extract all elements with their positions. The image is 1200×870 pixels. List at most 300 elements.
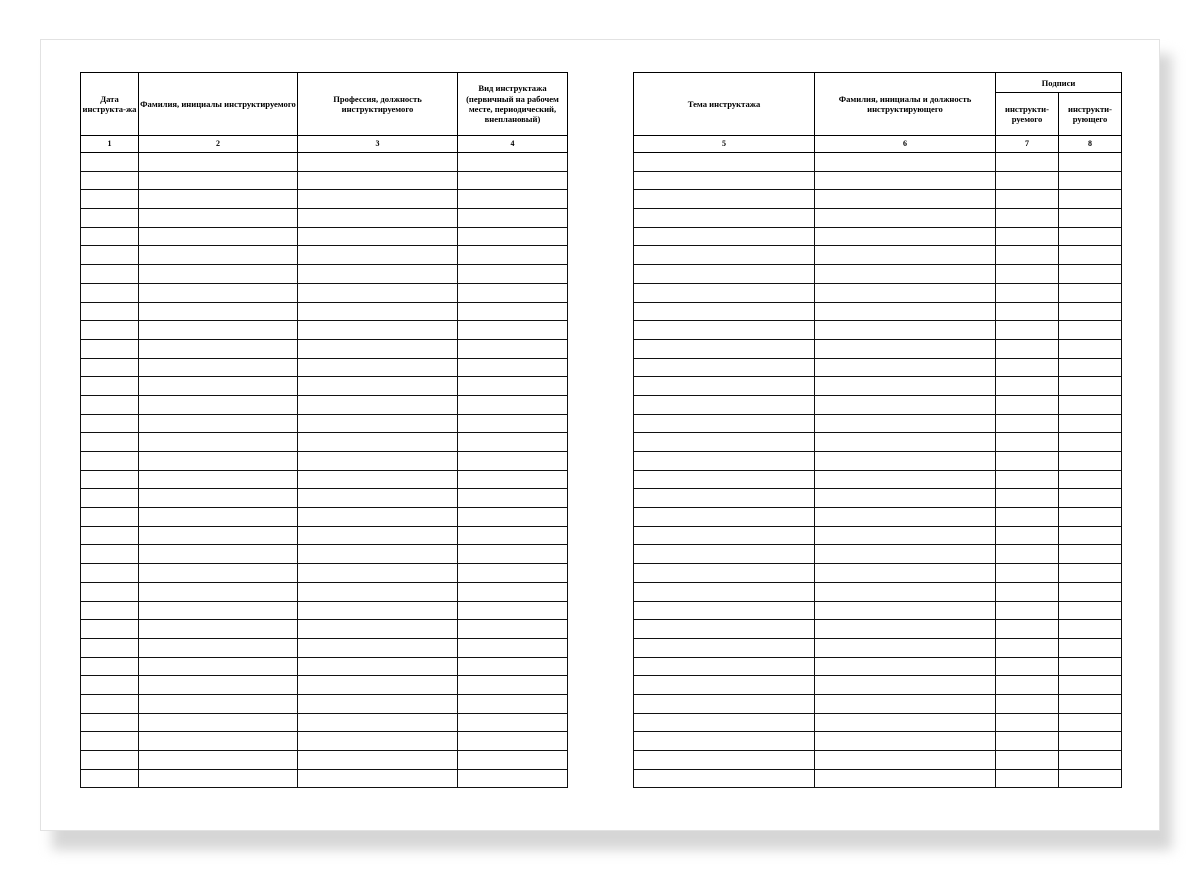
blank-cell [458, 321, 568, 340]
right-table-body [634, 153, 1122, 788]
blank-cell [1059, 395, 1122, 414]
blank-cell [634, 153, 815, 172]
blank-cell [634, 582, 815, 601]
blank-cell [1059, 358, 1122, 377]
header-signature-trainee: инструкти-руемого [996, 93, 1059, 136]
blank-cell [81, 302, 139, 321]
blank-cell [815, 395, 996, 414]
blank-cell [1059, 657, 1122, 676]
blank-cell [458, 190, 568, 209]
blank-cell [298, 638, 458, 657]
blank-cell [815, 227, 996, 246]
table-row [634, 526, 1122, 545]
table-row [634, 283, 1122, 302]
blank-cell [458, 694, 568, 713]
blank-cell [81, 339, 139, 358]
blank-cell [139, 508, 298, 527]
blank-cell [815, 732, 996, 751]
header-signature-instructor: инструкти-рующего [1059, 93, 1122, 136]
blank-cell [458, 657, 568, 676]
left-table-body [81, 153, 568, 788]
blank-cell [634, 564, 815, 583]
blank-cell [458, 508, 568, 527]
blank-cell [458, 227, 568, 246]
blank-cell [996, 713, 1059, 732]
blank-cell [81, 171, 139, 190]
blank-cell [815, 302, 996, 321]
blank-cell [815, 470, 996, 489]
blank-cell [634, 694, 815, 713]
table-row [634, 489, 1122, 508]
blank-cell [815, 676, 996, 695]
blank-cell [1059, 321, 1122, 340]
blank-cell [634, 657, 815, 676]
blank-cell [139, 433, 298, 452]
blank-cell [139, 676, 298, 695]
blank-cell [139, 620, 298, 639]
blank-cell [634, 713, 815, 732]
blank-cell [996, 414, 1059, 433]
blank-cell [298, 676, 458, 695]
column-number: 3 [298, 136, 458, 153]
blank-cell [634, 526, 815, 545]
blank-cell [298, 227, 458, 246]
table-row [81, 638, 568, 657]
blank-cell [298, 321, 458, 340]
table-row [81, 321, 568, 340]
blank-cell [815, 526, 996, 545]
table-row [634, 620, 1122, 639]
blank-cell [996, 227, 1059, 246]
blank-cell [139, 414, 298, 433]
blank-cell [996, 452, 1059, 471]
blank-cell [1059, 526, 1122, 545]
table-row [81, 751, 568, 770]
blank-cell [139, 694, 298, 713]
blank-cell [996, 171, 1059, 190]
table-row [81, 171, 568, 190]
column-number: 1 [81, 136, 139, 153]
column-number: 4 [458, 136, 568, 153]
table-row [634, 694, 1122, 713]
blank-cell [458, 395, 568, 414]
blank-cell [815, 489, 996, 508]
blank-cell [815, 564, 996, 583]
blank-cell [81, 545, 139, 564]
blank-cell [815, 751, 996, 770]
blank-cell [634, 601, 815, 620]
blank-cell [81, 377, 139, 396]
blank-cell [634, 358, 815, 377]
table-row [634, 470, 1122, 489]
blank-cell [634, 620, 815, 639]
blank-cell [996, 508, 1059, 527]
blank-cell [458, 358, 568, 377]
table-row [634, 751, 1122, 770]
blank-cell [458, 751, 568, 770]
blank-cell [634, 339, 815, 358]
blank-cell [139, 564, 298, 583]
table-row [81, 414, 568, 433]
blank-cell [996, 470, 1059, 489]
blank-cell [458, 153, 568, 172]
blank-cell [815, 601, 996, 620]
blank-cell [996, 732, 1059, 751]
column-number: 2 [139, 136, 298, 153]
blank-cell [298, 339, 458, 358]
blank-cell [458, 283, 568, 302]
blank-cell [634, 489, 815, 508]
blank-cell [634, 377, 815, 396]
table-row [634, 713, 1122, 732]
blank-cell [139, 452, 298, 471]
blank-cell [298, 358, 458, 377]
right-page-table [633, 72, 1122, 788]
blank-cell [996, 601, 1059, 620]
blank-cell [81, 694, 139, 713]
table-row [81, 508, 568, 527]
blank-cell [81, 395, 139, 414]
blank-cell [458, 377, 568, 396]
blank-cell [81, 564, 139, 583]
blank-cell [458, 638, 568, 657]
table-row [81, 377, 568, 396]
table-row [81, 489, 568, 508]
table-row [634, 582, 1122, 601]
blank-cell [1059, 713, 1122, 732]
blank-cell [634, 433, 815, 452]
blank-cell [458, 769, 568, 788]
table-row [81, 713, 568, 732]
blank-cell [1059, 227, 1122, 246]
table-row [81, 265, 568, 284]
blank-cell [815, 620, 996, 639]
blank-cell [1059, 620, 1122, 639]
blank-cell [1059, 694, 1122, 713]
blank-cell [1059, 414, 1122, 433]
blank-cell [815, 283, 996, 302]
blank-cell [81, 321, 139, 340]
blank-cell [458, 564, 568, 583]
table-row [81, 190, 568, 209]
blank-cell [1059, 209, 1122, 228]
blank-cell [815, 508, 996, 527]
header-instructor-name: Фамилия, инициалы и должность инструктирующего [815, 73, 996, 136]
blank-cell [298, 414, 458, 433]
blank-cell [1059, 638, 1122, 657]
table-row [634, 153, 1122, 172]
table-row [81, 358, 568, 377]
blank-cell [458, 452, 568, 471]
blank-cell [298, 657, 458, 676]
blank-cell [634, 470, 815, 489]
blank-cell [1059, 508, 1122, 527]
blank-cell [1059, 751, 1122, 770]
blank-cell [139, 489, 298, 508]
blank-cell [81, 489, 139, 508]
table-row [81, 769, 568, 788]
blank-cell [139, 395, 298, 414]
blank-cell [996, 676, 1059, 695]
table-row [634, 395, 1122, 414]
table-row [634, 508, 1122, 527]
blank-cell [634, 395, 815, 414]
blank-cell [298, 246, 458, 265]
blank-cell [996, 769, 1059, 788]
table-row [81, 209, 568, 228]
blank-cell [81, 657, 139, 676]
blank-cell [139, 638, 298, 657]
blank-cell [815, 713, 996, 732]
blank-cell [634, 283, 815, 302]
blank-cell [1059, 246, 1122, 265]
blank-cell [1059, 153, 1122, 172]
blank-cell [139, 657, 298, 676]
blank-cell [996, 209, 1059, 228]
table-row [81, 470, 568, 489]
blank-cell [298, 265, 458, 284]
blank-cell [81, 526, 139, 545]
blank-cell [139, 321, 298, 340]
blank-cell [996, 489, 1059, 508]
blank-cell [1059, 190, 1122, 209]
table-row [634, 246, 1122, 265]
table-row [634, 732, 1122, 751]
table-row [634, 171, 1122, 190]
blank-cell [634, 751, 815, 770]
blank-cell [996, 526, 1059, 545]
blank-cell [298, 545, 458, 564]
blank-cell [298, 489, 458, 508]
blank-cell [1059, 732, 1122, 751]
blank-cell [458, 302, 568, 321]
blank-cell [139, 171, 298, 190]
blank-cell [81, 751, 139, 770]
blank-cell [634, 227, 815, 246]
blank-cell [139, 190, 298, 209]
blank-cell [815, 657, 996, 676]
blank-cell [139, 227, 298, 246]
blank-cell [996, 638, 1059, 657]
blank-cell [139, 526, 298, 545]
header-trainee-profession: Профессия, должность инструктируемого [298, 73, 458, 136]
blank-cell [634, 302, 815, 321]
blank-cell [81, 265, 139, 284]
blank-cell [298, 526, 458, 545]
table-row [81, 694, 568, 713]
blank-cell [815, 377, 996, 396]
blank-cell [458, 246, 568, 265]
blank-cell [458, 601, 568, 620]
blank-cell [81, 209, 139, 228]
table-row [81, 433, 568, 452]
table-row [634, 638, 1122, 657]
blank-cell [81, 452, 139, 471]
blank-cell [298, 433, 458, 452]
blank-cell [634, 171, 815, 190]
blank-cell [634, 638, 815, 657]
blank-cell [458, 339, 568, 358]
table-row [81, 339, 568, 358]
blank-cell [634, 414, 815, 433]
blank-cell [139, 339, 298, 358]
blank-cell [458, 489, 568, 508]
blank-cell [458, 545, 568, 564]
table-row [81, 582, 568, 601]
blank-cell [139, 751, 298, 770]
blank-cell [458, 582, 568, 601]
blank-cell [298, 153, 458, 172]
table-row [634, 190, 1122, 209]
blank-cell [458, 414, 568, 433]
blank-cell [298, 171, 458, 190]
blank-cell [458, 713, 568, 732]
blank-cell [1059, 339, 1122, 358]
blank-cell [815, 339, 996, 358]
blank-cell [1059, 433, 1122, 452]
blank-cell [298, 564, 458, 583]
blank-cell [1059, 601, 1122, 620]
blank-cell [139, 302, 298, 321]
blank-cell [81, 470, 139, 489]
blank-cell [996, 302, 1059, 321]
blank-cell [139, 713, 298, 732]
blank-cell [634, 452, 815, 471]
left-page-table [80, 72, 568, 788]
blank-cell [139, 246, 298, 265]
table-row [634, 321, 1122, 340]
blank-cell [996, 582, 1059, 601]
blank-cell [298, 508, 458, 527]
blank-cell [815, 171, 996, 190]
blank-cell [815, 545, 996, 564]
blank-cell [298, 620, 458, 639]
column-number: 6 [815, 136, 996, 153]
blank-cell [298, 190, 458, 209]
blank-cell [996, 190, 1059, 209]
blank-cell [298, 283, 458, 302]
table-row [634, 265, 1122, 284]
column-number: 5 [634, 136, 815, 153]
table-row [634, 358, 1122, 377]
header-instruction-type: Вид инструктажа (первичный на рабочем месте, периодический, внеплановый) [458, 73, 568, 136]
column-number: 7 [996, 136, 1059, 153]
blank-cell [634, 545, 815, 564]
blank-cell [815, 638, 996, 657]
table-row [81, 283, 568, 302]
blank-cell [139, 582, 298, 601]
blank-cell [81, 227, 139, 246]
blank-cell [634, 190, 815, 209]
blank-cell [458, 171, 568, 190]
table-row [81, 526, 568, 545]
table-row [634, 377, 1122, 396]
blank-cell [1059, 676, 1122, 695]
blank-cell [1059, 302, 1122, 321]
blank-cell [815, 265, 996, 284]
blank-cell [996, 377, 1059, 396]
blank-cell [996, 657, 1059, 676]
blank-cell [458, 470, 568, 489]
table-row [634, 601, 1122, 620]
blank-cell [815, 246, 996, 265]
table-row [81, 302, 568, 321]
blank-cell [458, 209, 568, 228]
blank-cell [298, 470, 458, 489]
blank-cell [139, 545, 298, 564]
blank-cell [298, 694, 458, 713]
blank-cell [81, 620, 139, 639]
blank-cell [815, 190, 996, 209]
blank-cell [634, 209, 815, 228]
header-date: Дата инструкта-жа [81, 73, 139, 136]
blank-cell [139, 377, 298, 396]
blank-cell [81, 358, 139, 377]
table-row [81, 452, 568, 471]
blank-cell [634, 732, 815, 751]
blank-cell [1059, 283, 1122, 302]
blank-cell [634, 508, 815, 527]
table-row [81, 676, 568, 695]
blank-cell [996, 694, 1059, 713]
blank-cell [815, 582, 996, 601]
blank-cell [139, 601, 298, 620]
table-row [634, 227, 1122, 246]
blank-cell [1059, 489, 1122, 508]
blank-cell [1059, 545, 1122, 564]
table-row [634, 564, 1122, 583]
blank-cell [815, 153, 996, 172]
blank-cell [139, 153, 298, 172]
blank-cell [1059, 171, 1122, 190]
blank-cell [458, 433, 568, 452]
blank-cell [996, 321, 1059, 340]
blank-cell [139, 470, 298, 489]
blank-cell [298, 582, 458, 601]
blank-cell [81, 190, 139, 209]
blank-cell [139, 265, 298, 284]
blank-cell [1059, 470, 1122, 489]
blank-cell [996, 564, 1059, 583]
blank-cell [81, 414, 139, 433]
blank-cell [139, 283, 298, 302]
table-row [81, 395, 568, 414]
blank-cell [996, 545, 1059, 564]
blank-cell [81, 713, 139, 732]
blank-cell [81, 676, 139, 695]
blank-cell [996, 395, 1059, 414]
blank-cell [458, 620, 568, 639]
table-row [81, 545, 568, 564]
header-topic: Тема инструктажа [634, 73, 815, 136]
table-row [634, 209, 1122, 228]
blank-cell [298, 601, 458, 620]
blank-cell [815, 358, 996, 377]
table-row [634, 433, 1122, 452]
blank-cell [996, 751, 1059, 770]
table-row [634, 339, 1122, 358]
blank-cell [139, 209, 298, 228]
blank-cell [815, 452, 996, 471]
blank-cell [996, 358, 1059, 377]
blank-cell [458, 526, 568, 545]
table-row [634, 676, 1122, 695]
column-number: 8 [1059, 136, 1122, 153]
blank-cell [996, 433, 1059, 452]
table-row [634, 545, 1122, 564]
blank-cell [81, 153, 139, 172]
blank-cell [298, 209, 458, 228]
